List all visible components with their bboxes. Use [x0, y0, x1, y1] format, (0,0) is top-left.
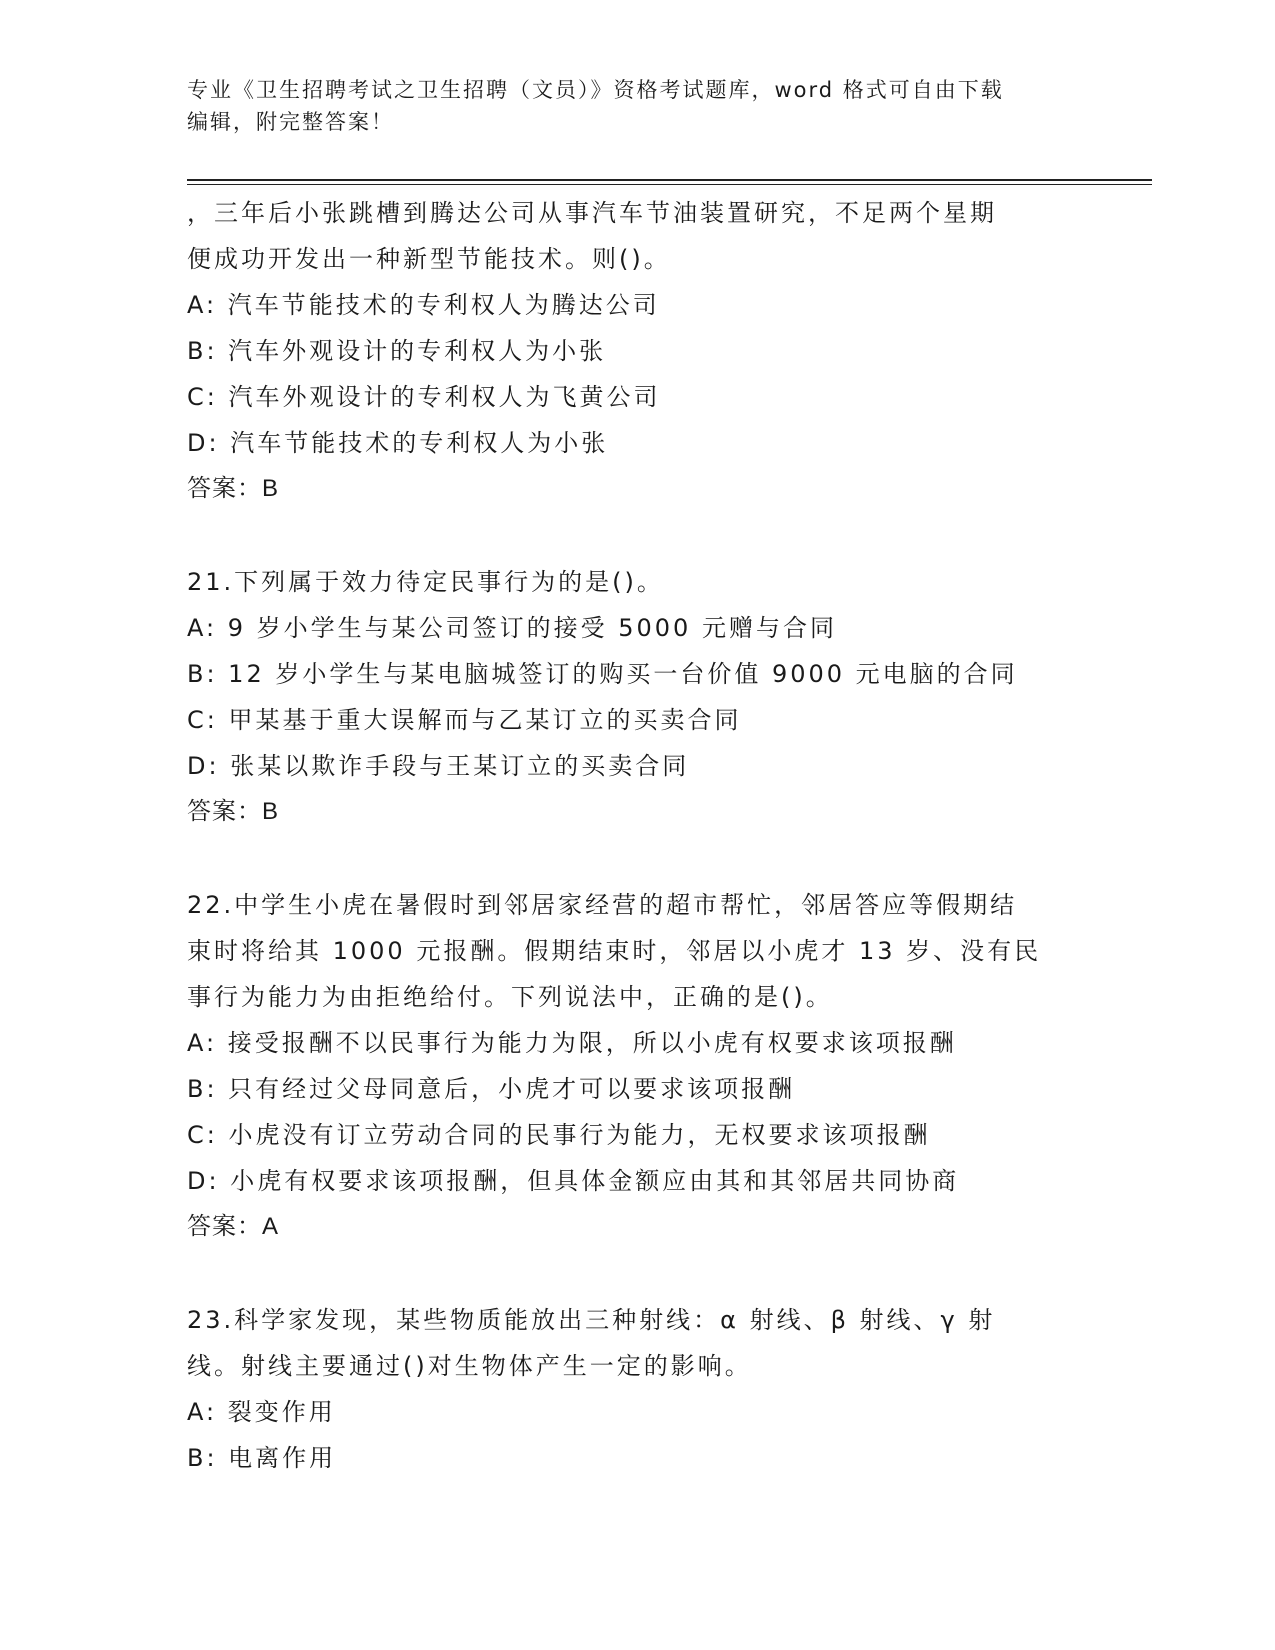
option-b: B: 只有经过父母同意后，小虎才可以要求该项报酬 — [187, 1075, 796, 1103]
answer-line: 答案：A — [187, 1213, 280, 1240]
option-b: B: 电离作用 — [187, 1444, 337, 1472]
question-list — [187, 190, 1087, 1481]
option-a: A: 接受报酬不以民事行为能力为限，所以小虎有权要求该项报酬 — [187, 1029, 957, 1057]
option-d: D: 汽车节能技术的专利权人为小张 — [187, 429, 609, 457]
question-stem: 23.科学家发现，某些物质能放出三种射线：α 射线、β 射线、γ 射 — [187, 1306, 996, 1334]
question-22 — [187, 882, 1087, 1250]
question-21 — [187, 559, 1087, 835]
header-divider-thick — [187, 179, 1152, 181]
option-a: A: 裂变作用 — [187, 1398, 336, 1426]
header-line-1: 专业《卫生招聘考试之卫生招聘（文员）》资格考试题库，word 格式可自由下载 — [187, 78, 1004, 102]
question-stem: 便成功开发出一种新型节能技术。则()。 — [187, 245, 671, 273]
question-stem: 线。射线主要通过()对生物体产生一定的影响。 — [187, 1352, 752, 1380]
question-23 — [187, 1297, 1087, 1481]
answer-line: 答案：B — [187, 475, 280, 502]
option-d: D: 小虎有权要求该项报酬，但具体金额应由其和其邻居共同协商 — [187, 1167, 960, 1195]
option-d: D: 张某以欺诈手段与王某订立的买卖合同 — [187, 752, 690, 780]
option-b: B: 汽车外观设计的专利权人为小张 — [187, 337, 607, 365]
document-header — [187, 74, 1087, 138]
option-c: C: 小虎没有订立劳动合同的民事行为能力，无权要求该项报酬 — [187, 1121, 931, 1149]
option-c: C: 汽车外观设计的专利权人为飞黄公司 — [187, 383, 661, 411]
option-a: A: 汽车节能技术的专利权人为腾达公司 — [187, 291, 660, 319]
question-stem: ，三年后小张跳槽到腾达公司从事汽车节油装置研究，不足两个星期 — [187, 199, 997, 227]
question-stem: 束时将给其 1000 元报酬。假期结束时，邻居以小虎才 13 岁、没有民 — [187, 937, 1042, 965]
question-stem: 21.下列属于效力待定民事行为的是()。 — [187, 568, 664, 596]
header-divider-thin — [187, 184, 1152, 185]
option-c: C: 甲某基于重大误解而与乙某订立的买卖合同 — [187, 706, 742, 734]
option-b: B: 12 岁小学生与某电脑城签订的购买一台价值 9000 元电脑的合同 — [187, 660, 1018, 688]
question-20 — [187, 190, 1087, 512]
answer-line: 答案：B — [187, 798, 280, 825]
header-line-2: 编辑，附完整答案！ — [187, 110, 394, 134]
question-stem: 事行为能力为由拒绝给付。下列说法中，正确的是()。 — [187, 983, 833, 1011]
option-a: A: 9 岁小学生与某公司签订的接受 5000 元赠与合同 — [187, 614, 837, 642]
question-stem: 22.中学生小虎在暑假时到邻居家经营的超市帮忙，邻居答应等假期结 — [187, 891, 1018, 919]
